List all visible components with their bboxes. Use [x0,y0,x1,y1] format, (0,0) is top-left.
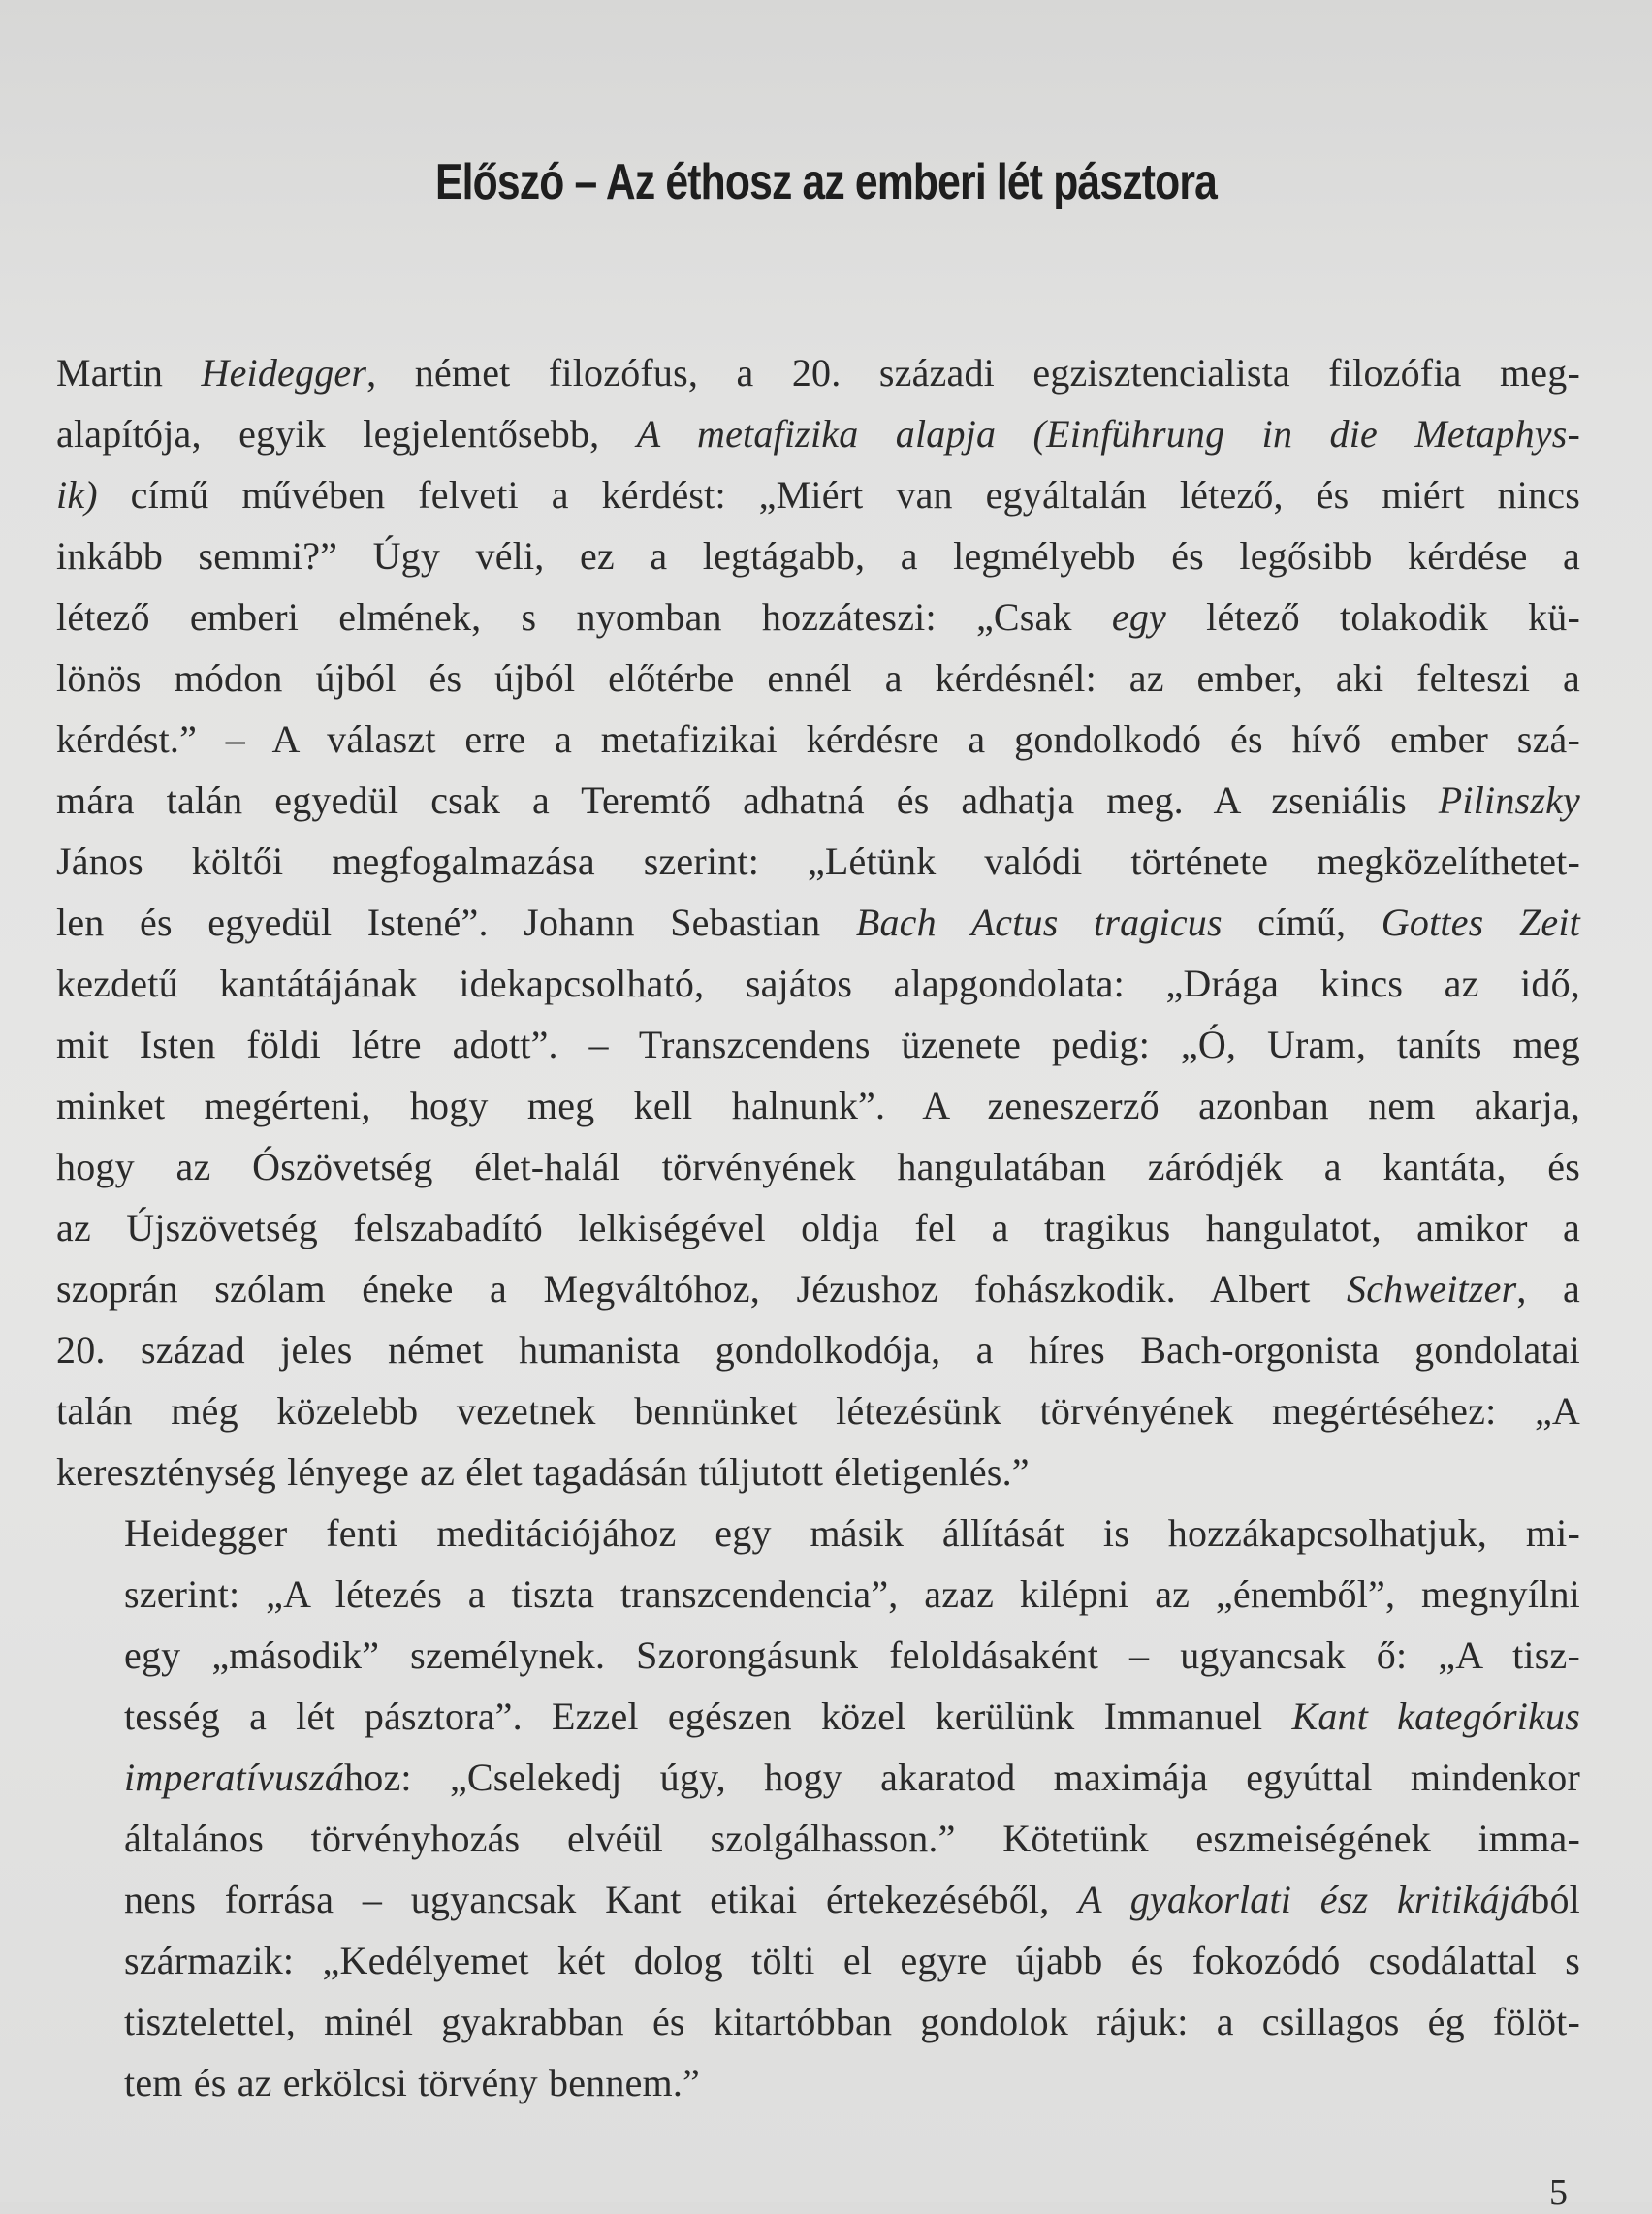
text-line [56,953,1580,1014]
text-line [56,525,1580,586]
page-number: 5 [1549,2172,1568,2213]
text-line [56,1258,1580,1319]
text-segment: mára talán egyedül csak a Teremtő adhatná és adhatja meg. A zseniális [56,778,1439,822]
text-line [56,1441,1580,1502]
text-line [56,1197,1580,1258]
text-segment: minket megérteni, hogy meg kell halnunk”. A zeneszerző azonban nem akarja, [56,1084,1580,1127]
text-line [56,1564,1580,1625]
text-segment: egy „második” személynek. Szorongásunk feloldásaként – ugyancsak ő: „A tisz- [124,1633,1580,1677]
text-segment: nens forrása – ugyancsak Kant etikai értekezéséből, [124,1878,1079,1921]
paragraph-2 [56,1502,1580,2113]
text-segment: az Újszövetség felszabadító lelkiségével oldja fel a tragikus hangulatot, amikor a [56,1206,1580,1249]
text-segment: lönös módon újból és újból előtérbe ennél a kérdésnél: az ember, aki felteszi a [56,656,1580,700]
text-line [56,770,1580,831]
text-segment: kérdést.” – A választ erre a metafizikai kérdésre a gondolkodó és hívő ember szá- [56,717,1580,761]
text-segment: hogy az Ószövetség élet-halál törvényének hangulatában záródjék a kantáta, és [56,1145,1580,1188]
text-line [56,1502,1580,1564]
page-title: Előszó – Az éthosz az emberi lét pásztora [435,154,1217,210]
text-segment: János költői megfogalmazása szerint: „Létünk valódi története megközelíthetet- [56,839,1580,883]
text-segment: len és egyedül Istené”. Johann Sebastian [56,901,856,944]
text-line [56,403,1580,464]
text-line [56,1930,1580,1991]
text-segment: alapítója, egyik legjelentősebb, [56,412,637,456]
text-segment: mit Isten földi létre adott”. – Transzcendens üzenete pedig: „Ó, Uram, taníts meg [56,1023,1580,1066]
text-line [56,831,1580,892]
text-segment: Heidegger fenti meditációjához egy másik állítását is hozzákapcsolhatjuk, mi- [124,1511,1580,1555]
text-segment: szoprán szólam éneke a Megváltóhoz, Jézushoz fohászkodik. Albert [56,1267,1348,1311]
italic-segment: imperatívuszá [124,1755,345,1799]
text-segment: , a [1516,1267,1580,1311]
text-line [56,1808,1580,1869]
text-line [56,892,1580,953]
text-line [56,464,1580,525]
text-line [56,1014,1580,1075]
text-line [56,1625,1580,1686]
text-line [56,1747,1580,1808]
italic-segment: Heidegger [201,351,367,395]
text-line [56,1136,1580,1197]
text-segment: ból [1530,1878,1580,1921]
text-segment: általános törvényhozás elvéül szolgálhasson.” Kötetünk eszmeiségének imma- [124,1817,1580,1860]
text-line [56,1380,1580,1441]
text-segment: , német filozófus, a 20. századi egzisztencialista filozófia meg- [366,351,1580,395]
text-segment: tem és az erkölcsi törvény bennem.” [124,2061,700,2104]
italic-segment: egy [1111,595,1166,639]
text-line [56,1319,1580,1380]
text-segment: hoz: „Cselekedj úgy, hogy akaratod maximája egyúttal mindenkor [344,1755,1580,1799]
text-segment: Martin [56,351,202,395]
italic-segment: Schweitzer [1347,1267,1517,1311]
text-line [56,1075,1580,1136]
text-line [56,1991,1580,2052]
text-segment: inkább semmi?” Úgy véli, ez a legtágabb, a legmélyebb és legősibb kérdése a [56,534,1580,578]
text-segment: létező emberi elmének, s nyomban hozzáteszi: „Csak [56,595,1112,639]
text-line [56,1869,1580,1930]
text-segment: származik: „Kedélyemet két dolog tölti el egyre újabb és fokozódó csodálattal s [124,1939,1580,1982]
text-segment: talán még közelebb vezetnek bennünket létezésünk törvényének megértéséhez: „A [56,1389,1580,1433]
text-segment: című, [1222,901,1382,944]
text-segment: című művében felveti a kérdést: „Miért van egyáltalán létező, és miért nincs [97,473,1580,517]
body-text [56,342,1580,2113]
paragraph-1 [56,342,1580,1502]
text-segment: tisztelettel, minél gyakrabban és kitartóbban gondolok rájuk: a csillagos ég fölöt- [124,2000,1580,2043]
text-line [56,586,1580,648]
text-segment: 20. század jeles német humanista gondolkodója, a híres Bach-orgonista gondolatai [56,1328,1580,1372]
italic-segment: Pilinszky [1438,778,1580,822]
italic-segment: A gyakorlati ész kritikájá [1078,1878,1531,1921]
text-line [56,648,1580,709]
text-segment: tesség a lét pásztora”. Ezzel egészen közel kerülünk Immanuel [124,1694,1292,1738]
text-segment: szerint: „A létezés a tiszta transzcendencia”, azaz kilépni az „énemből”, megnyílni [124,1572,1580,1616]
italic-segment: Bach Actus tragicus [855,901,1223,944]
italic-segment: A metafizika alapja (Einführung in die Metaphys- [636,412,1581,456]
italic-segment: Kant kategórikus [1291,1694,1580,1738]
text-segment: kereszténység lényege az élet tagadásán túljutott életigenlés.” [56,1450,1030,1494]
text-line [56,1686,1580,1747]
italic-segment: Gottes Zeit [1381,901,1580,944]
text-line [56,709,1580,770]
italic-segment: ik) [56,473,98,517]
text-segment: létező tolakodik kü- [1165,595,1580,639]
text-segment: kezdetű kantátájának idekapcsolható, sajátos alapgondolata: „Drága kincs az idő, [56,962,1580,1005]
text-line [56,2052,1580,2113]
text-line [56,342,1580,403]
